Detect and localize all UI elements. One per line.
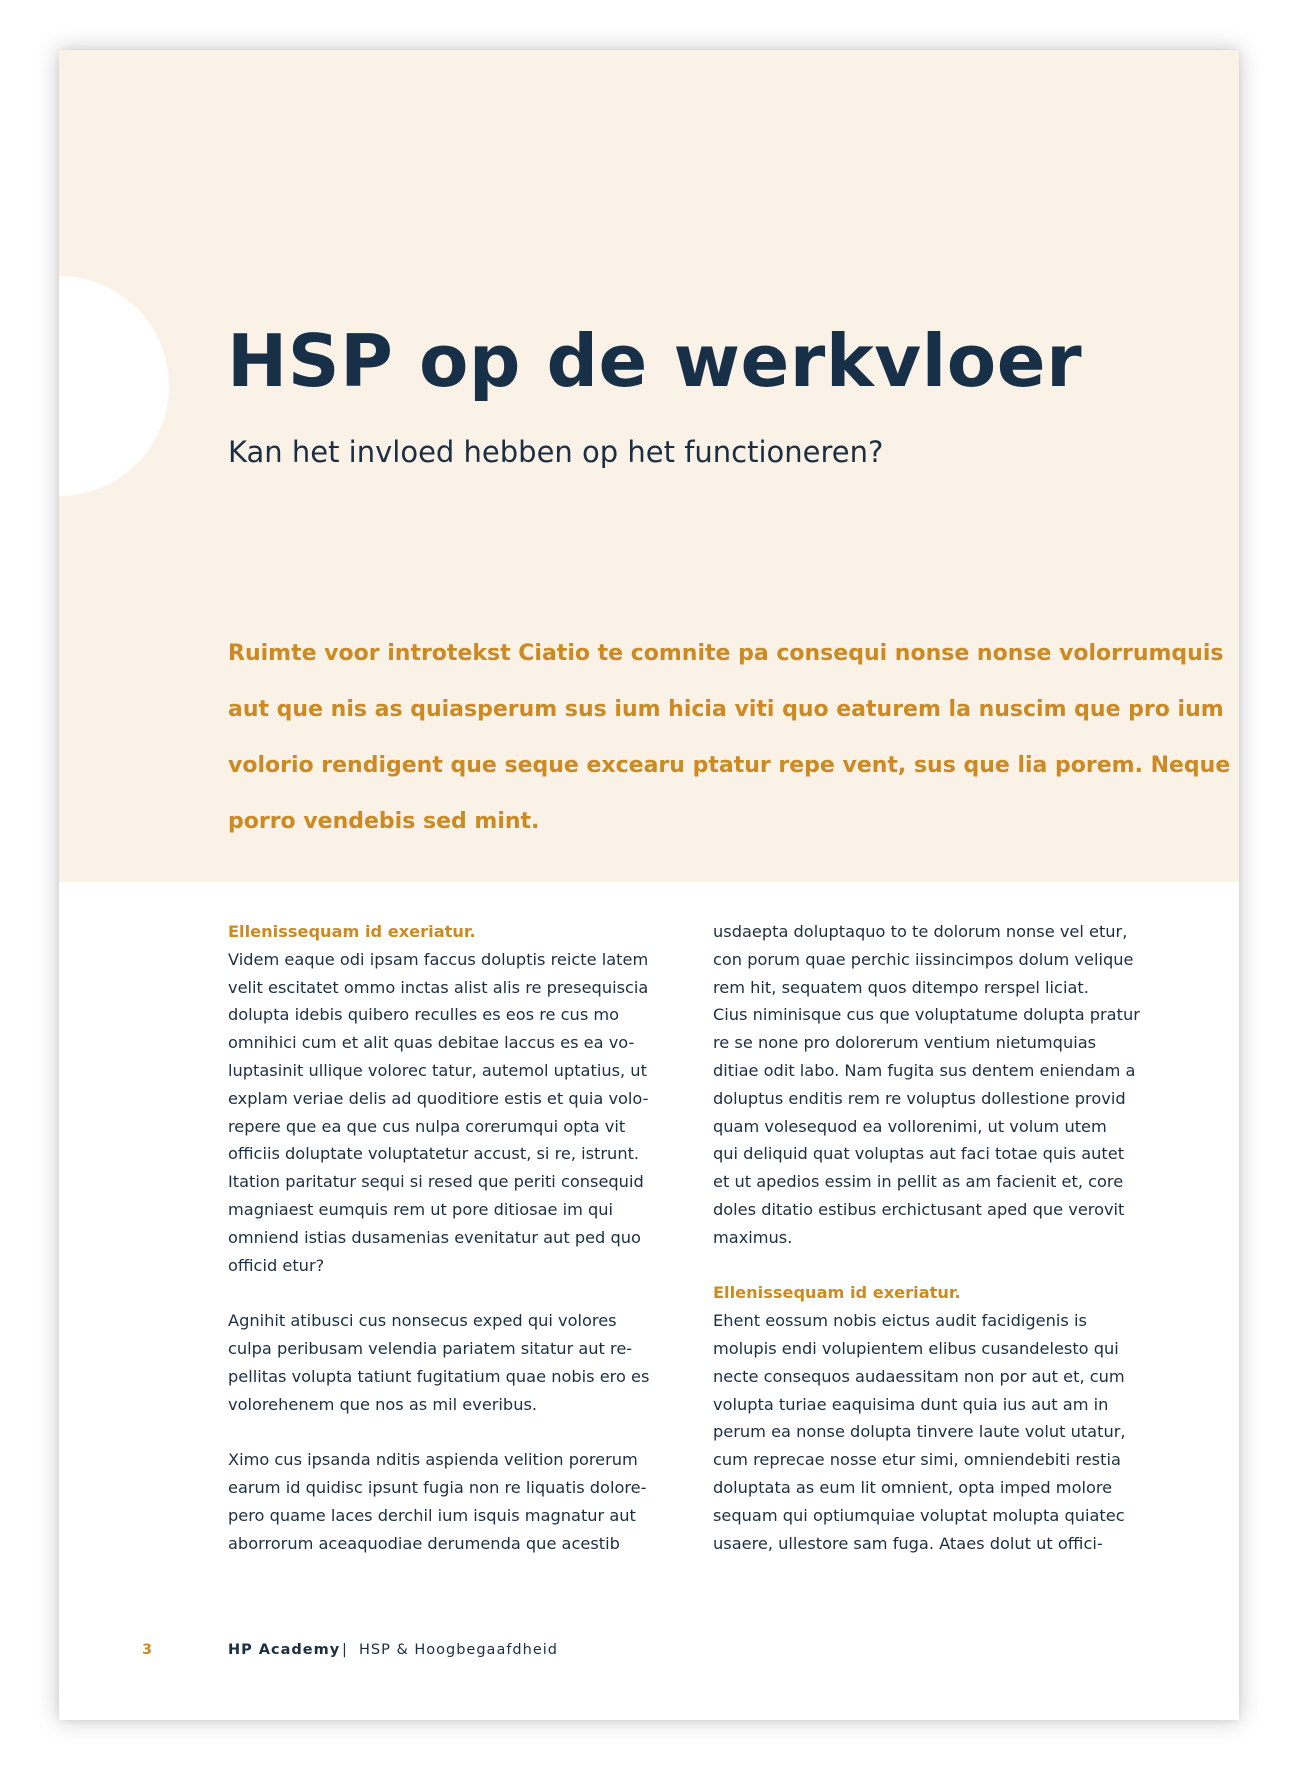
footer-separator: | — [342, 1642, 348, 1658]
text-line: aborrorum aceaquodiae derumenda que acestib — [228, 1533, 620, 1553]
text-line: con porum quae perchic iissincimpos dolum velique — [713, 949, 1134, 969]
paragraph — [228, 946, 678, 1280]
body-column-left — [228, 918, 678, 1557]
paragraph — [228, 1307, 678, 1418]
body-column-right — [713, 918, 1163, 1557]
intro-line: aut que nis as quiasperum sus ium hicia viti quo eaturem la nuscim que pro ium — [228, 697, 1224, 722]
text-line: earum id quidisc ipsunt fugia non re liquatis dolore- — [228, 1477, 647, 1497]
text-line: qui deliquid quat voluptas aut faci totae quis autet — [713, 1144, 1125, 1164]
section-heading: Ellenissequam id exeriatur. — [713, 1283, 961, 1303]
text-line: volupta turiae eaquisima dunt quia ius aut am in — [713, 1394, 1109, 1414]
page-subtitle: Kan het invloed hebben op het functioneren? — [228, 435, 884, 469]
page-title: HSP op de werkvloer — [227, 319, 1083, 403]
paragraph — [713, 1307, 1163, 1557]
text-line: quam volesequod ea vollorenimi, ut volum utem — [713, 1116, 1107, 1136]
text-line: Cius niminisque cus que voluptatume dolupta pratur — [713, 1005, 1140, 1025]
text-line: doluptata as eum lit omnient, opta imped molore — [713, 1477, 1113, 1497]
intro-line: volorio rendigent que seque excearu ptatur repe vent, sus que lia porem. Neque — [228, 753, 1231, 778]
text-line: omniend istias dusamenias evenitatur aut ped quo — [228, 1227, 641, 1247]
text-line: volorehenem que nos as mil everibus. — [228, 1394, 538, 1414]
intro-line: Ruimte voor introtekst Ciatio te comnite pa consequi nonse nonse volorrumquis — [228, 641, 1224, 666]
text-line: officid etur? — [228, 1255, 325, 1275]
text-line: luptasinit ullique volorec tatur, autemol uptatius, ut — [228, 1060, 647, 1080]
paragraph-gap — [228, 1279, 678, 1307]
text-line: usdaepta doluptaquo to te dolorum nonse vel etur, — [713, 922, 1128, 941]
text-line: usaere, ullestore sam fuga. Ataes dolut ut offici- — [713, 1533, 1103, 1553]
decorative-half-circle — [59, 276, 169, 496]
text-line: velit escitatet ommo inctas alist alis re presequiscia — [228, 977, 649, 997]
text-line: dolupta idebis quibero reculles es eos re cus mo — [228, 1005, 620, 1025]
text-line: doluptus enditis rem re voluptus dollestione provid — [713, 1088, 1126, 1108]
text-line: magniaest eumquis rem ut pore ditiosae im qui — [228, 1199, 614, 1219]
document-page — [59, 50, 1239, 1720]
text-line: Ximo cus ipsanda nditis aspienda velition porerum — [228, 1450, 638, 1470]
footer-document-title: HSP & Hoogbegaafdheid — [359, 1642, 558, 1658]
text-line: maximus. — [713, 1227, 793, 1247]
paragraph — [713, 918, 1163, 1252]
text-line: officiis doluptate voluptatetur accust, si re, istrunt. — [228, 1144, 640, 1164]
text-line: perum ea nonse dolupta tinvere laute volut utatur, — [713, 1422, 1126, 1442]
text-line: cum reprecae nosse etur simi, omniendebiti restia — [713, 1450, 1121, 1470]
footer-brand: HP Academy — [228, 1642, 341, 1658]
intro-text — [228, 626, 1231, 850]
text-line: necte consequos audaessitam non por aut et, cum — [713, 1366, 1125, 1386]
text-line: Agnihit atibusci cus nonsecus exped qui volores — [228, 1311, 617, 1331]
text-line: molupis endi volupientem elibus cusandelesto qui — [713, 1338, 1119, 1358]
paragraph — [228, 1446, 678, 1557]
intro-line: porro vendebis sed mint. — [228, 809, 540, 834]
text-line: sequam qui optiumquiae voluptat molupta quiatec — [713, 1505, 1125, 1525]
text-line: pero quame laces derchil ium isquis magnatur aut — [228, 1505, 636, 1525]
page-number: 3 — [142, 1642, 154, 1658]
text-line: explam veriae delis ad quoditiore estis et quia volo- — [228, 1088, 649, 1108]
text-line: Itation paritatur sequi si resed que periti consequid — [228, 1172, 644, 1192]
hero-banner — [59, 50, 1239, 882]
text-line: Ehent eossum nobis eictus audit facidigenis is — [713, 1311, 1087, 1331]
paragraph-gap — [228, 1418, 678, 1446]
text-line: culpa peribusam velendia pariatem sitatur aut re- — [228, 1338, 633, 1358]
text-line: rem hit, sequatem quos ditempo rerspel liciat. — [713, 977, 1089, 997]
text-line: repere que ea que cus nulpa corerumqui opta vit — [228, 1116, 626, 1136]
paragraph-gap — [713, 1252, 1163, 1280]
text-line: omnihici cum et alit quas debitae laccus es ea vo- — [228, 1033, 635, 1053]
section-heading: Ellenissequam id exeriatur. — [228, 922, 476, 941]
text-line: Videm eaque odi ipsam faccus doluptis reicte latem — [228, 949, 649, 969]
text-line: et ut apedios essim in pellit as am facienit et, core — [713, 1172, 1124, 1192]
text-line: ditiae odit labo. Nam fugita sus dentem eniendam a — [713, 1060, 1136, 1080]
text-line: re se none pro dolorerum ventium nietumquias — [713, 1033, 1097, 1053]
text-line: pellitas volupta tatiunt fugitatium quae nobis ero es — [228, 1366, 650, 1386]
text-line: doles ditatio estibus erchictusant aped que verovit — [713, 1199, 1125, 1219]
